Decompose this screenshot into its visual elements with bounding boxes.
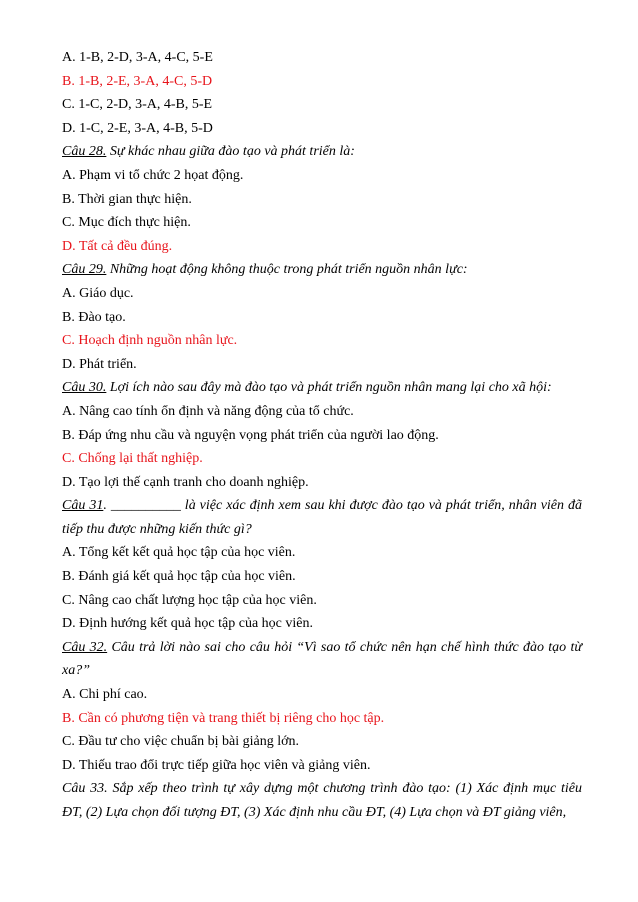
q30-option-a: A. Nâng cao tính ổn định và năng động của tổ chức. xyxy=(62,403,354,419)
q27-option-a: A. 1-B, 2-D, 3-A, 4-C, 5-E xyxy=(62,50,213,65)
q32-option-b-correct: B. Cần có phương tiện và trang thiết bị riêng cho học tập. xyxy=(62,710,385,726)
document-page xyxy=(62,46,582,825)
q31-option-d: D. Định hướng kết quả học tập của học viên. xyxy=(62,616,313,632)
q29-text: Những hoạt động không thuộc trong phát triển nguồn nhân lực: xyxy=(106,262,468,278)
q28-option-c: C. Mục đích thực hiện. xyxy=(62,215,191,231)
q31-question xyxy=(62,494,582,541)
q27-option-c: C. 1-C, 2-D, 3-A, 4-B, 5-E xyxy=(62,97,213,113)
q30-text: Lợi ích nào sau đây mà đào tạo và phát triển nguồn nhân mang lại cho xã hội: xyxy=(106,380,552,396)
q28-option-a: A. Phạm vi tổ chức 2 họat động. xyxy=(62,167,244,183)
q29-question xyxy=(62,258,582,282)
q30-option-d: D. Tạo lợi thế cạnh tranh cho doanh nghiệp. xyxy=(62,474,309,490)
q32-option-c: C. Đầu tư cho việc chuẩn bị bài giảng lớn. xyxy=(62,734,299,750)
q32-number: Câu 32. xyxy=(62,639,108,655)
q30-question xyxy=(62,376,582,400)
q31-option-b: B. Đánh giá kết quả học tập của học viên. xyxy=(62,569,296,585)
q27-option-d: D. 1-C, 2-E, 3-A, 4-B, 5-D xyxy=(62,120,213,136)
q33-question: Câu 33. Sắp xếp theo trình tự xây dựng một chương trình đào tạo: (1) Xác định mục tiêu ĐT, (2) Lựa chọn đối tượng ĐT, (3) Xác định nhu cầu ĐT, (4) Lựa chọn và ĐT giảng viên, xyxy=(62,781,582,820)
q29-number: Câu 29. xyxy=(62,262,107,278)
q28-option-d-correct: D. Tất cả đều đúng. xyxy=(62,238,173,254)
q28-text: Sự khác nhau giữa đào tạo và phát triển là: xyxy=(106,144,355,160)
q32-option-a: A. Chi phí cao. xyxy=(62,687,148,703)
q31-option-c: C. Nâng cao chất lượng học tập của học viên. xyxy=(62,592,317,608)
q32-text: Câu trả lời nào sai cho câu hỏi “Vì sao tổ chức nên hạn chế hình thức đào tạo từ xa?” xyxy=(62,639,582,679)
q31-option-a: A. Tổng kết kết quả học tập của học viên. xyxy=(62,545,296,561)
q31-number: Câu 31 xyxy=(62,498,104,514)
q29-option-c-correct: C. Hoạch định nguồn nhân lực. xyxy=(62,333,238,349)
q30-number: Câu 30. xyxy=(62,380,107,396)
q32-option-d: D. Thiếu trao đổi trực tiếp giữa học viên và giảng viên. xyxy=(62,757,371,773)
q29-option-a: A. Giáo dục. xyxy=(62,285,134,301)
q29-option-b: B. Đào tạo. xyxy=(62,309,126,325)
q29-option-d: D. Phát triển. xyxy=(62,356,137,372)
q28-question xyxy=(62,140,582,164)
q28-number: Câu 28. xyxy=(62,144,107,160)
q27-option-b-correct: B. 1-B, 2-E, 3-A, 4-C, 5-D xyxy=(62,73,213,89)
q30-option-c-correct: C. Chống lại thất nghiệp. xyxy=(62,451,203,467)
q31-text: . __________ là việc xác định xem sau khi được đào tạo và phát triển, nhân viên đã tiếp thu được những kiến thức gì? xyxy=(62,498,582,537)
q30-option-b: B. Đáp ứng nhu cầu và nguyện vọng phát triển của người lao động. xyxy=(62,427,439,443)
q28-option-b: B. Thời gian thực hiện. xyxy=(62,191,192,207)
q32-question xyxy=(62,636,582,683)
